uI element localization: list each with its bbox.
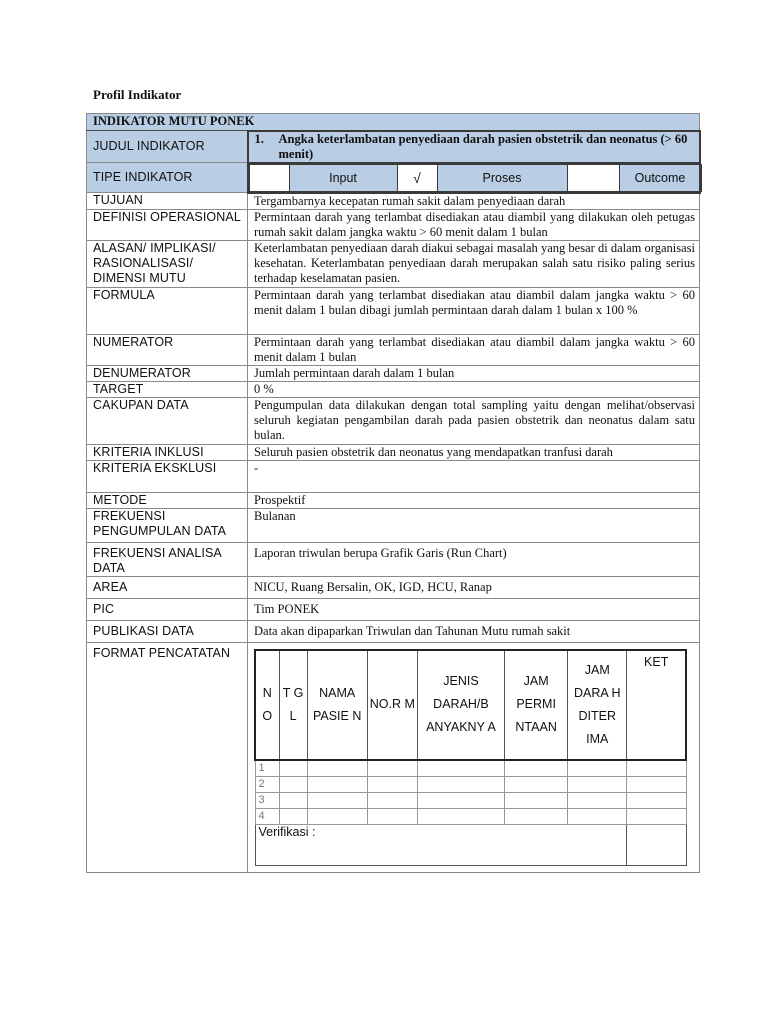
area-label: AREA bbox=[87, 576, 248, 598]
tipe-label: TIPE INDIKATOR bbox=[87, 163, 248, 193]
numerator-label: NUMERATOR bbox=[87, 334, 248, 365]
indicator-profile-table bbox=[86, 113, 701, 873]
col-header-ket: KET bbox=[627, 650, 686, 760]
page-title: Profil Indikator bbox=[93, 87, 182, 102]
proses-checkbox: √ bbox=[397, 164, 437, 191]
area-value: NICU, Ruang Bersalin, OK, IGD, HCU, Ranap bbox=[248, 576, 700, 598]
target-value: 0 % bbox=[248, 381, 700, 397]
format-pencatatan bbox=[248, 642, 700, 872]
format-label: FORMAT PENCATATAN bbox=[87, 642, 248, 872]
col-header-nama: NAMA PASIE N bbox=[307, 650, 367, 760]
table-row bbox=[255, 760, 686, 777]
col-header-norm: NO.R M bbox=[367, 650, 417, 760]
frek-pengumpulan-value: Bulanan bbox=[248, 508, 700, 542]
col-header-no: N O bbox=[255, 650, 279, 760]
judul-text: Angka keterlambatan penyediaan darah pasien obstetrik dan neonatus (> 60 menit) bbox=[278, 131, 688, 161]
row-number: 2 bbox=[255, 776, 279, 792]
table-row bbox=[255, 808, 686, 824]
format-table bbox=[254, 649, 687, 866]
pic-value: Tim PONEK bbox=[248, 598, 700, 620]
tujuan-value: Tergambarnya kecepatan rumah sakit dalam penyediaan darah bbox=[248, 193, 700, 210]
alasan-label: ALASAN/ IMPLIKASI/ RASIONALISASI/ DIMENSI MUTU bbox=[87, 240, 248, 287]
input-option: Input bbox=[289, 164, 397, 191]
formula-label: FORMULA bbox=[87, 287, 248, 334]
table-header: INDIKATOR MUTU PONEK bbox=[87, 114, 700, 131]
eksklusi-label: KRITERIA EKSKLUSI bbox=[87, 460, 248, 492]
cakupan-label: CAKUPAN DATA bbox=[87, 397, 248, 444]
pic-label: PIC bbox=[87, 598, 248, 620]
col-header-jam-permintaan: JAM PERMI NTAAN bbox=[505, 650, 568, 760]
frek-analisa-value: Laporan triwulan berupa Grafik Garis (Run Chart) bbox=[248, 542, 700, 576]
denumerator-label: DENUMERATOR bbox=[87, 365, 248, 381]
definisi-value: Permintaan darah yang terlambat disediakan atau diambil yang dilakukan oleh petugas rumah sakit dalam jangka waktu > 60 menit dalam 1 bulan bbox=[248, 209, 700, 240]
definisi-label: DEFINISI OPERASIONAL bbox=[87, 209, 248, 240]
tujuan-label: TUJUAN bbox=[87, 193, 248, 210]
publikasi-label: PUBLIKASI DATA bbox=[87, 620, 248, 642]
alasan-value: Keterlambatan penyediaan darah diakui sebagai masalah yang besar di dalam organisasi kesehatan. Keterlambatan penyediaan darah merupakan salah satu risiko paling serius terhadap keselamatan pasien. bbox=[248, 240, 700, 287]
cakupan-value: Pengumpulan data dilakukan dengan total sampling yaitu dengan melihat/observasi seluruh kegiatan pengambilan darah pada pasien obstetrik dan neonatus dalam satu bulan. bbox=[248, 397, 700, 444]
judul-value bbox=[248, 131, 700, 163]
frek-pengumpulan-label: FREKUENSI PENGUMPULAN DATA bbox=[87, 508, 248, 542]
formula-value: Permintaan darah yang terlambat disediakan atau diambil dalam jangka waktu > 60 menit dalam 1 bulan dibagi jumlah permintaan darah dalam 1 bulan x 100 % bbox=[248, 287, 700, 334]
numerator-value: Permintaan darah yang terlambat disediakan atau diambil dalam jangka waktu > 60 menit dalam 1 bulan bbox=[248, 334, 700, 365]
publikasi-value: Data akan dipaparkan Triwulan dan Tahunan Mutu rumah sakit bbox=[248, 620, 700, 642]
eksklusi-value: - bbox=[248, 460, 700, 492]
denumerator-value: Jumlah permintaan darah dalam 1 bulan bbox=[248, 365, 700, 381]
judul-label: JUDUL INDIKATOR bbox=[87, 131, 248, 163]
target-label: TARGET bbox=[87, 381, 248, 397]
inklusi-value: Seluruh pasien obstetrik dan neonatus yang mendapatkan tranfusi darah bbox=[248, 444, 700, 460]
input-checkbox bbox=[249, 164, 289, 191]
verifikasi-cell: Verifikasi : bbox=[255, 824, 627, 865]
row-number: 1 bbox=[255, 760, 279, 777]
col-header-jam-diterima: JAM DARA H DITER IMA bbox=[568, 650, 627, 760]
col-header-tgl: T G L bbox=[279, 650, 307, 760]
col-header-jenis: JENIS DARAH/B ANYAKNY A bbox=[417, 650, 504, 760]
frek-analisa-label: FREKUENSI ANALISA DATA bbox=[87, 542, 248, 576]
outcome-option: Outcome bbox=[619, 164, 701, 191]
table-row bbox=[255, 792, 686, 808]
inklusi-label: KRITERIA INKLUSI bbox=[87, 444, 248, 460]
judul-number: 1. bbox=[254, 131, 264, 146]
metode-value: Prospektif bbox=[248, 492, 700, 508]
metode-label: METODE bbox=[87, 492, 248, 508]
table-row bbox=[255, 776, 686, 792]
tipe-options bbox=[248, 163, 700, 193]
verifikasi-ket-cell bbox=[627, 824, 686, 865]
row-number: 4 bbox=[255, 808, 279, 824]
outcome-checkbox bbox=[567, 164, 619, 191]
row-number: 3 bbox=[255, 792, 279, 808]
proses-option: Proses bbox=[437, 164, 567, 191]
